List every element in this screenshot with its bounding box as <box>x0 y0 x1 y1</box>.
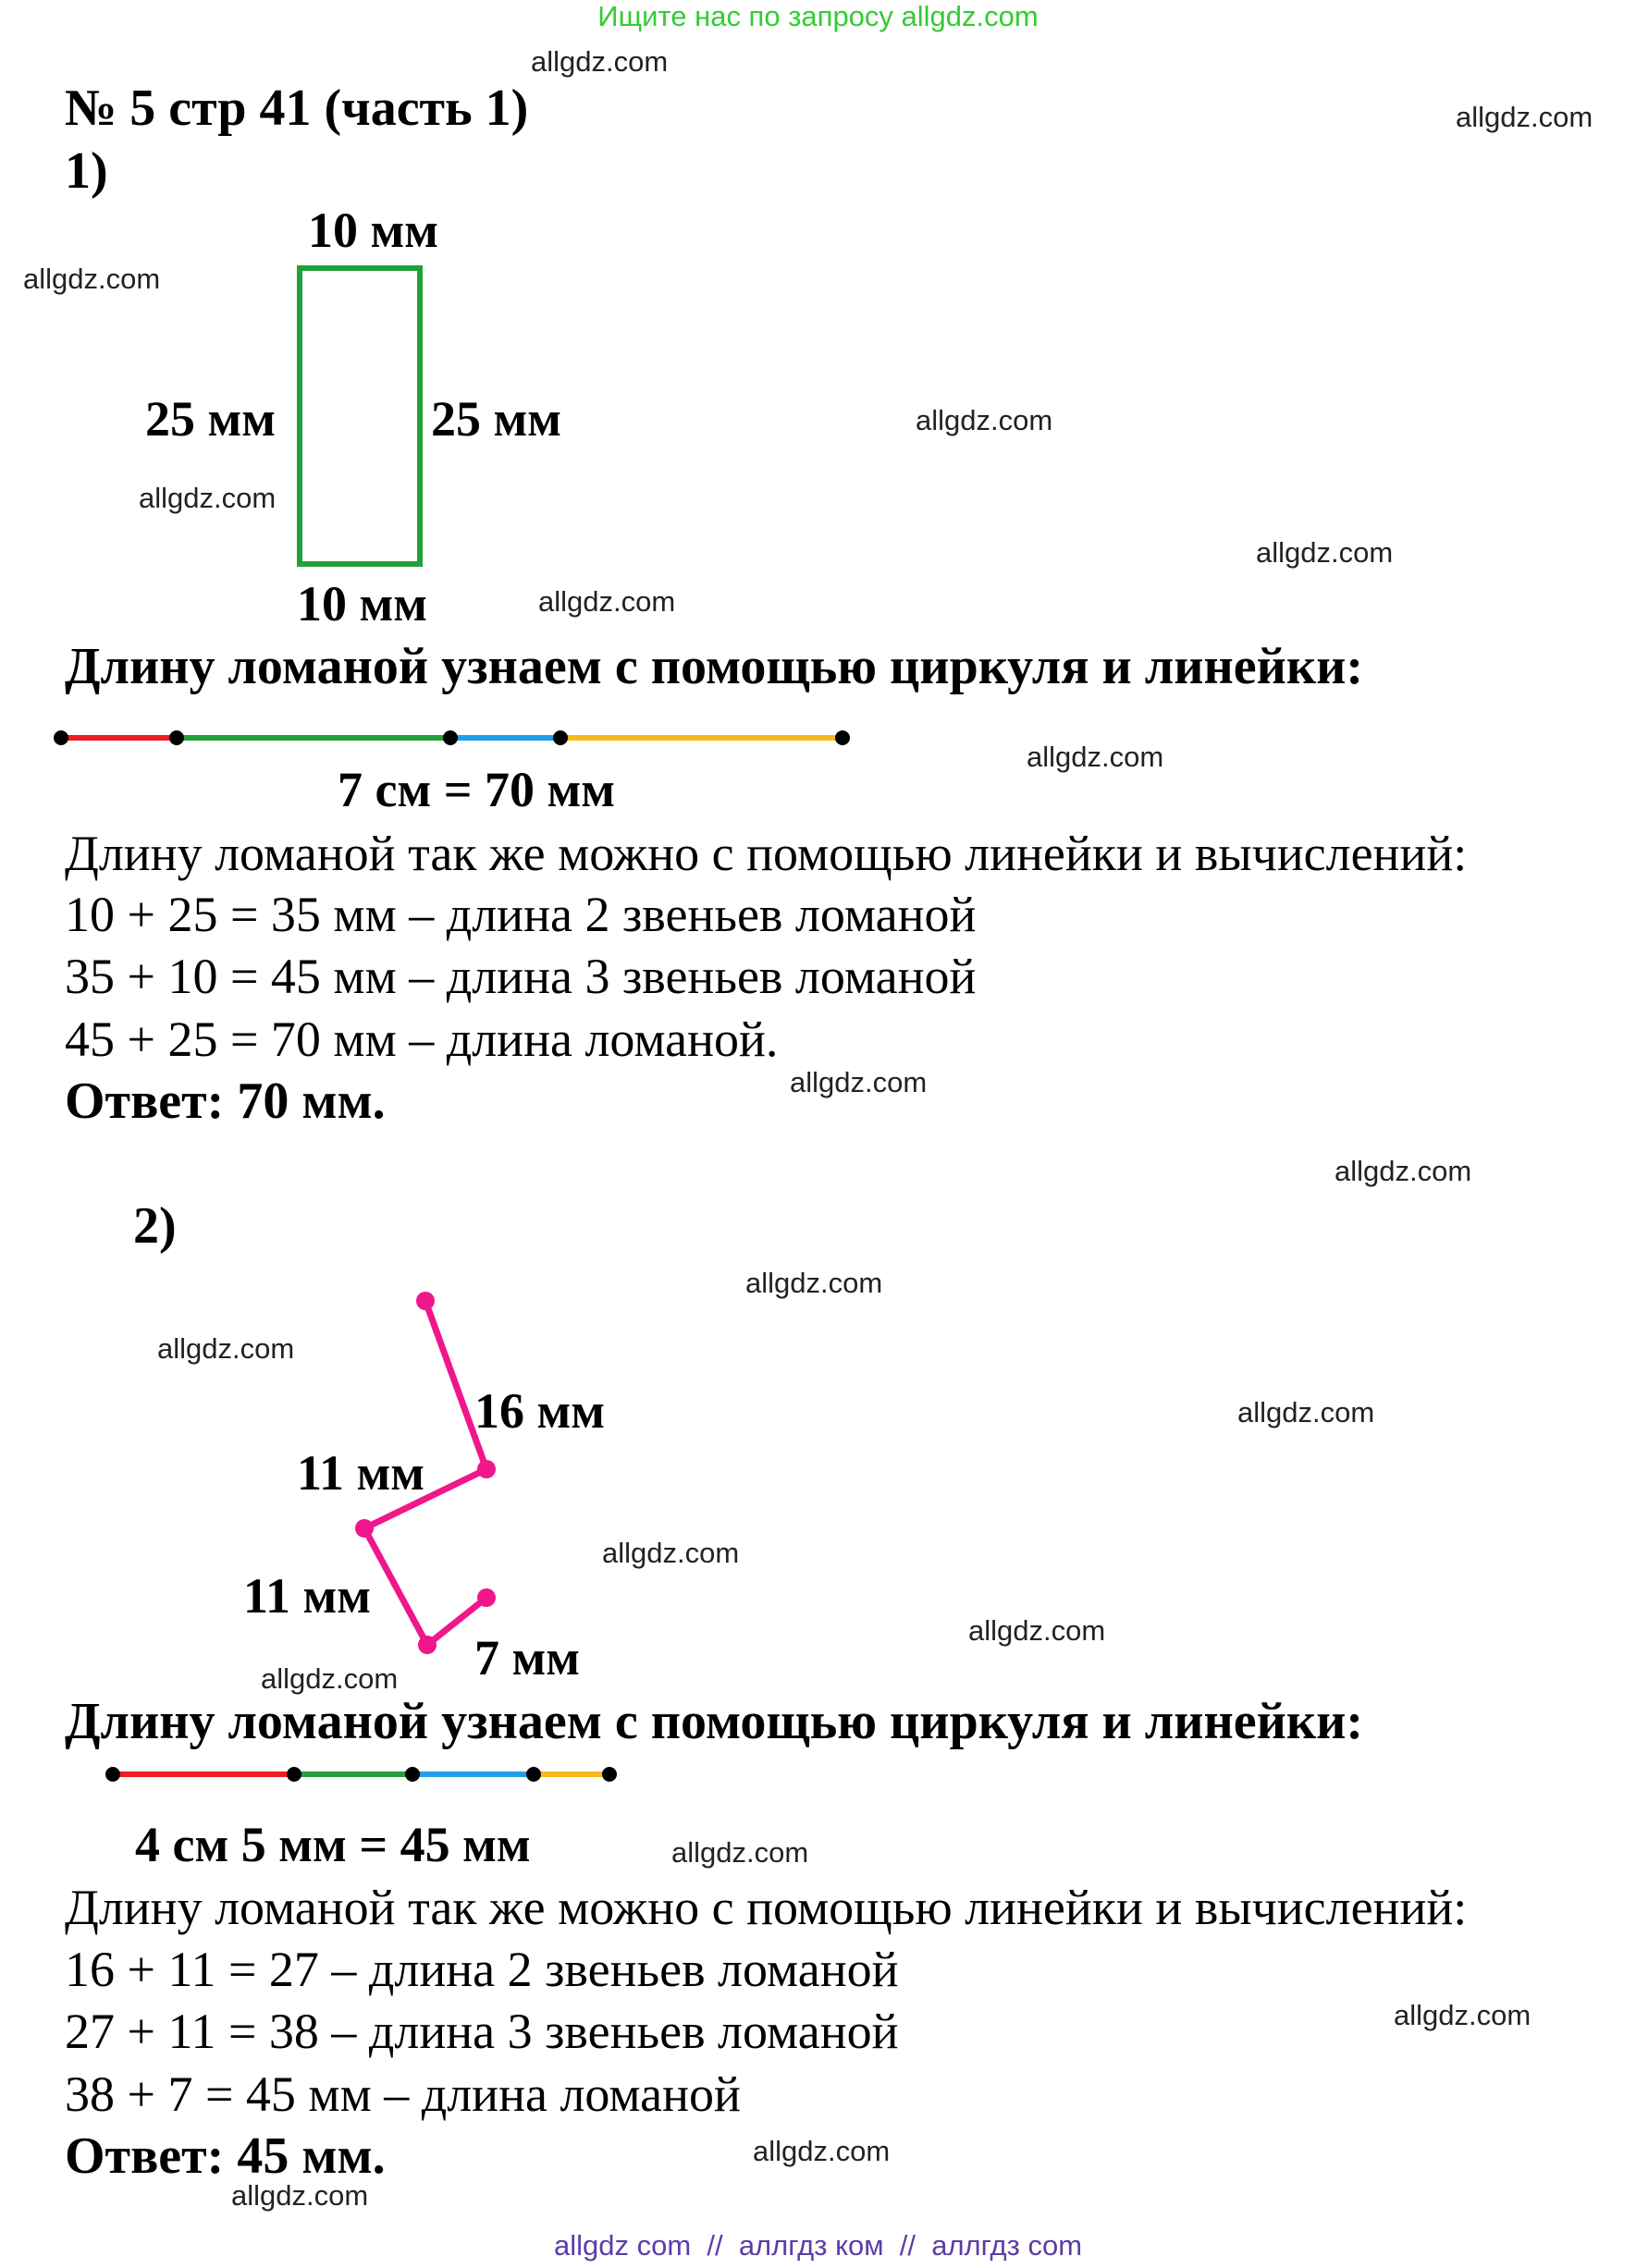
watermark: allgdz.com <box>531 45 669 78</box>
rectangle-figure <box>300 268 420 564</box>
watermark: allgdz.com <box>916 404 1053 436</box>
watermark: allgdz.com <box>231 2179 369 2212</box>
segment-point <box>553 730 568 745</box>
text-line: Длину ломаной так же можно с помощью линейки и вычислений: <box>65 1880 1468 1935</box>
segment-point <box>602 1767 617 1782</box>
watermark: allgdz.com <box>23 263 161 295</box>
page-title: № 5 стр 41 (часть 1) <box>65 80 529 137</box>
vertex <box>477 1588 496 1607</box>
watermark: allgdz.com <box>1256 536 1394 569</box>
watermark: allgdz.com <box>139 482 277 514</box>
vertex <box>416 1292 435 1310</box>
polyline-label: 7 мм <box>474 1630 581 1686</box>
watermark: allgdz.com <box>538 585 676 618</box>
watermark: allgdz.com <box>1027 741 1164 773</box>
heading-compass: Длину ломаной узнаем с помощью циркуля и линейки: <box>65 1693 1364 1750</box>
text-line: 10 + 25 = 35 мм – длина 2 звеньев ломаной <box>65 887 977 942</box>
search-banner: Ищите нас по запросу allgdz.com <box>597 0 1039 32</box>
part-1-label: 1) <box>65 142 108 200</box>
rect-left-label: 25 мм <box>145 391 277 447</box>
vertex <box>355 1519 374 1538</box>
segment-point <box>287 1767 301 1782</box>
segment-point <box>835 730 850 745</box>
watermark: allgdz.com <box>1237 1396 1375 1428</box>
vertex <box>477 1460 496 1478</box>
watermark: allgdz.com <box>602 1537 740 1569</box>
text-line: Длину ломаной так же можно с помощью линейки и вычислений: <box>65 826 1468 881</box>
text-line: 45 + 25 = 70 мм – длина ломаной. <box>65 1011 779 1067</box>
part-2-label: 2) <box>133 1197 177 1255</box>
vertex <box>418 1636 437 1654</box>
text-line: 35 + 10 = 45 мм – длина 3 звеньев ломаной <box>65 949 977 1004</box>
watermark: allgdz.com <box>790 1066 928 1098</box>
watermark: allgdz.com <box>745 1267 883 1299</box>
segment-line-1 <box>54 730 850 745</box>
segment-point <box>105 1767 120 1782</box>
polyline-label: 11 мм <box>243 1568 372 1624</box>
rect-bottom-label: 10 мм <box>297 576 428 631</box>
polyline-label: 11 мм <box>297 1445 425 1501</box>
text-line: 27 + 11 = 38 – длина 3 звеньев ломаной <box>65 2004 899 2059</box>
watermark: allgdz.com <box>968 1614 1106 1647</box>
segment-point <box>405 1767 420 1782</box>
segment-point <box>169 730 184 745</box>
heading-compass: Длину ломаной узнаем с помощью циркуля и линейки: <box>65 638 1364 695</box>
answer: Ответ: 45 мм. <box>65 2127 386 2185</box>
text-line: 16 + 11 = 27 – длина 2 звеньев ломаной <box>65 1942 899 1997</box>
text-line: 38 + 7 = 45 мм – длина ломаной <box>65 2066 741 2122</box>
segment-result: 4 см 5 мм = 45 мм <box>135 1817 531 1872</box>
watermark: allgdz.com <box>671 1836 809 1869</box>
segment-point <box>54 730 68 745</box>
rect-right-label: 25 мм <box>431 391 562 447</box>
watermark: allgdz.com <box>261 1662 399 1695</box>
watermark: allgdz.com <box>753 2135 891 2167</box>
segment-result: 7 см = 70 мм <box>338 762 616 817</box>
rect-top-label: 10 мм <box>308 202 439 258</box>
polyline-label: 16 мм <box>474 1383 606 1439</box>
watermark: allgdz.com <box>157 1332 295 1365</box>
segment-point <box>443 730 458 745</box>
footer-links: allgdz com // аллгдз ком // аллгдз com <box>553 2229 1083 2262</box>
watermark: allgdz.com <box>1456 101 1593 133</box>
answer: Ответ: 70 мм. <box>65 1073 386 1130</box>
segment-point <box>526 1767 541 1782</box>
watermark: allgdz.com <box>1394 1999 1531 2031</box>
segment-line-2 <box>105 1767 617 1782</box>
watermark: allgdz.com <box>1335 1155 1472 1187</box>
